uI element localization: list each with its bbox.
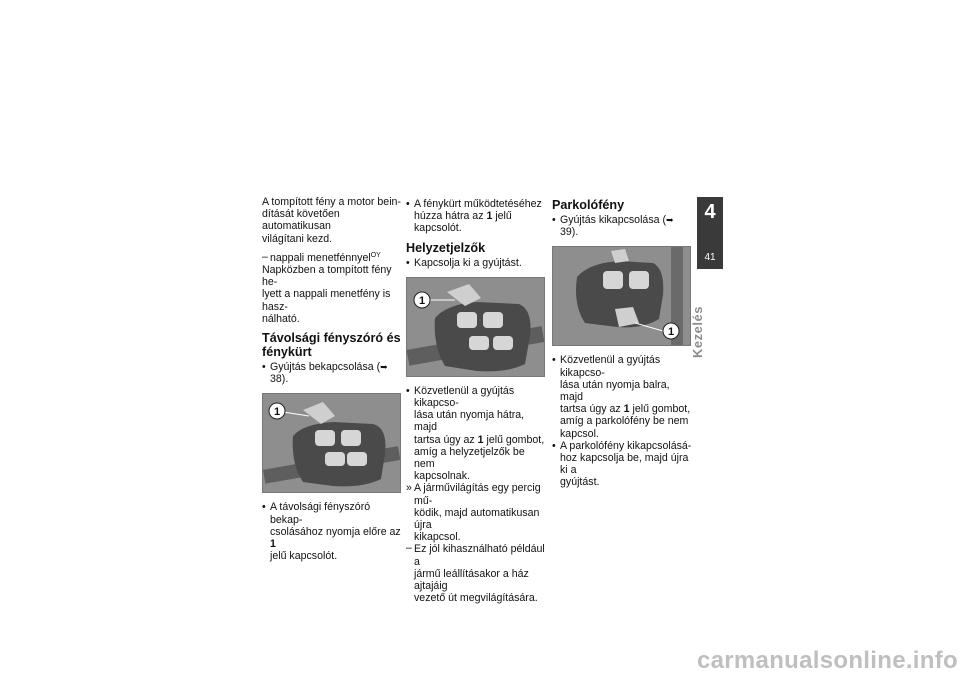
bullet-high-beam-on: • A távolsági fényszóró bekap- csolásához nyomja előre az 1 jelű kapcsolót. <box>262 501 401 563</box>
page-ref-arrow-icon: ➥ <box>380 362 388 373</box>
page-ref-arrow-icon: ➥ <box>665 215 674 225</box>
handlebar-switch-illustration <box>407 278 544 376</box>
dash-item-note: – Ez jól kihasználható például a jármű leállításakor a ház ajtajáig vezető út megvilágítására. <box>406 542 545 605</box>
heading-side-lights: Helyzetjelzők <box>406 240 486 255</box>
column-2 <box>406 198 546 604</box>
result-item: » A járművilágítás egy percig mű- ködik, majd automatikusan újra kikapcsol. <box>406 482 541 544</box>
bullet-ignition-off: • Gyújtás kikapcsolása (➥ 39). <box>552 214 674 239</box>
bullet-flash-horn: • A fénykürt működtetéséhez húzza hátra az 1 jelű kapcsolót. <box>406 198 542 235</box>
figure-callout: 1 <box>418 294 426 307</box>
chapter-tab <box>697 197 723 269</box>
bullet-ignition-off: • Kapcsolja ki a gyújtást. <box>406 256 522 269</box>
page-number: 41 <box>704 252 716 263</box>
bullet-ignition-on: • Gyújtás bekapcsolása (➥ 38). <box>262 361 388 386</box>
bullet-parking-light-on: • Közvetlenül a gyújtás kikapcso- lása után nyomja balra, majd tartsa úgy az 1 jelű gombot, amíg a parkolófény be nem kapcsol. <box>552 354 691 440</box>
figure-callout: 1 <box>667 326 675 339</box>
heading-high-beam: Távolsági fényszóró és fénykürt <box>262 331 401 360</box>
column-1 <box>262 196 402 562</box>
figure-handlebar-switch-2 <box>406 277 545 377</box>
column-3 <box>552 192 692 489</box>
watermark: carmanualsonline.info <box>696 647 958 674</box>
dash-item-daytime: – nappali menetfénnyel$^{OY}$ <box>262 250 381 264</box>
page-ref[interactable]: 38 <box>270 373 282 386</box>
bullet-side-lights-on: • Közvetlenül a gyújtás kikapcso- lása után nyomja hátra, majd tartsa úgy az 1 jelű gombot, amíg a helyzetjelzők be nem kapcsolnak. <box>406 384 545 483</box>
figure-handlebar-switch-1 <box>262 393 401 493</box>
handlebar-switch-illustration <box>263 394 400 492</box>
chapter-number: 4 <box>704 201 716 223</box>
bullet-parking-light-off: • A parkolófény kikapcsolásá- hoz kapcsolja be, majd újra ki a gyújtást. <box>552 439 692 489</box>
figure-handlebar-switch-3 <box>552 246 691 346</box>
figure-callout: 1 <box>273 406 281 419</box>
heading-parking-light: Parkolófény <box>552 198 625 212</box>
intro-text: A tompított fény a motor bein- dítását követően automatikusan világítani kezd. <box>262 196 401 245</box>
handlebar-switch-illustration <box>553 247 690 345</box>
page-ref[interactable]: 39 <box>560 226 572 239</box>
daytime-text: Napközben a tompított fény he- lyett a nappali menetfény is hasz- nálható. <box>262 264 392 325</box>
section-label: Kezelés <box>690 306 705 358</box>
